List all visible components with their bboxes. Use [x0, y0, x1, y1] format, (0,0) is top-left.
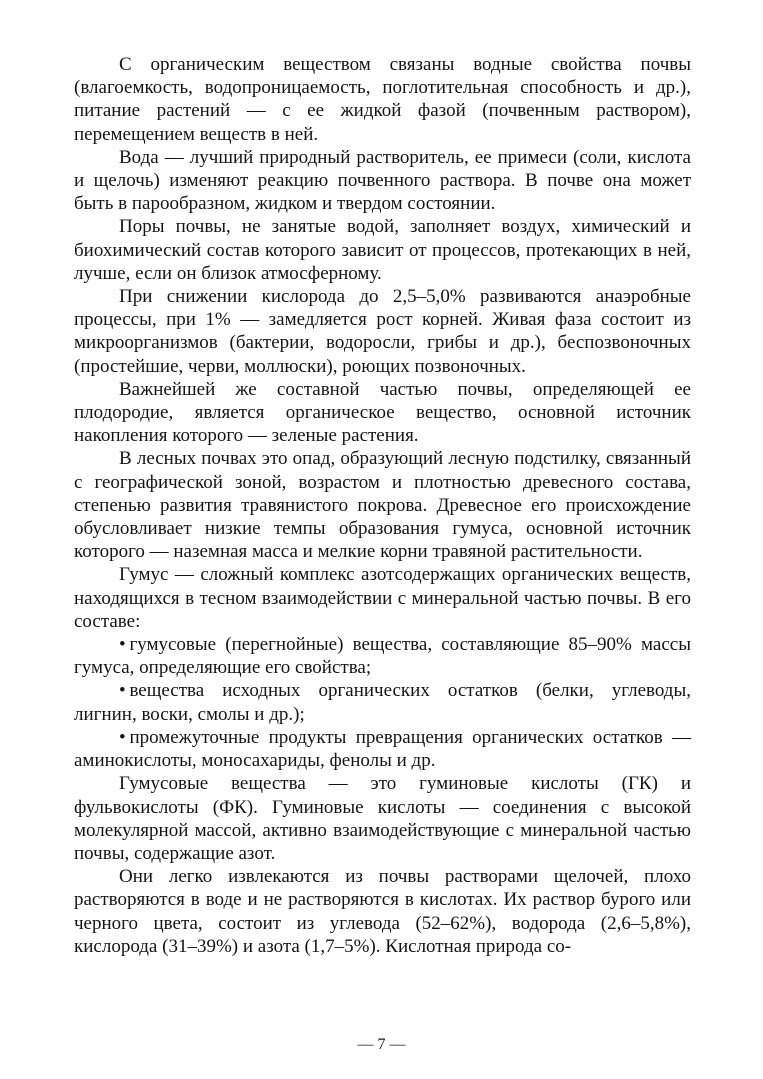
bullet-list-item	[74, 679, 691, 725]
bullet-item-text: гумусовые (перегнойные) вещества, составляющие 85–90% массы гумуса, определяющие его свойства;	[74, 634, 691, 679]
paragraph: С органическим веществом связаны водные свойства почвы (влагоемкость, водопроницаемость, поглотительная способность и др.), питание растений — с ее жидкой фазой (почвенным раствором), перемещением веществ в ней.	[74, 54, 691, 145]
paragraph: При снижении кислорода до 2,5–5,0% развиваются анаэробные процессы, при 1% — замедляется рост корней. Живая фаза состоит из микроорганизмов (бактерии, водоросли, грибы и др.), беспозвоночных (простейшие, черви, моллюски), роющих позвоночных.	[74, 286, 691, 377]
bullet-icon: •	[119, 680, 126, 702]
bullet-item-text: вещества исходных органических остатков (белки, углеводы, лигнин, воски, смолы и др.);	[74, 680, 691, 725]
paragraph: В лесных почвах это опад, образующий лесную подстилку, связанный с географической зоной, возрастом и плотностью древесного состава, степенью развития травянистого покрова. Древесное его происхождение обусловливает низкие темпы образования гумуса, основной источник которого — наземная масса и мелкие корни травяной растительности.	[74, 448, 691, 563]
page-body-text	[74, 53, 691, 958]
paragraph: Поры почвы, не занятые водой, заполняет воздух, химический и биохимический состав которого зависит от процессов, протекающих в ней, лучше, если он близок атмосферному.	[74, 216, 691, 284]
paragraph: Они легко извлекаются из почвы растворами щелочей, плохо растворяются в воде и не растворяются в кислотах. Их раствор бурого или черного цвета, состоит из углевода (52–62%), водорода (2,6–5,8%), кислорода (31–39%) и азота (1,7–5%). Кислотная природа со-	[74, 866, 691, 957]
bullet-list-item	[74, 726, 691, 772]
paragraph: Важнейшей же составной частью почвы, определяющей ее плодородие, является органическое вещество, основной источник накопления которого — зеленые растения.	[74, 378, 691, 447]
bullet-list-item	[74, 633, 691, 679]
page-number: — 7 —	[357, 1036, 406, 1053]
bullet-icon: •	[119, 634, 126, 656]
bullet-item-text: промежуточные продукты превращения органических остатков — аминокислоты, моносахариды, фенолы и др.	[74, 726, 691, 772]
paragraph: Гумус — сложный комплекс азотсодержащих органических веществ, находящихся в тесном взаимодействии с минеральной частью почвы. В его составе:	[74, 564, 691, 632]
paragraph: Гумусовые вещества — это гуминовые кислоты (ГК) и фульвокислоты (ФК). Гуминовые кислоты — соединения с высокой молекулярной массой, активно взаимодействующие с минеральной частью почвы, содержащие азот.	[74, 773, 691, 864]
paragraph: Вода — лучший природный растворитель, ее примеси (соли, кислота и щелочь) изменяют реакцию почвенного раствора. В почве она может быть в парообразном, жидком и твердом состоянии.	[74, 146, 691, 215]
bullet-icon: •	[119, 726, 126, 748]
